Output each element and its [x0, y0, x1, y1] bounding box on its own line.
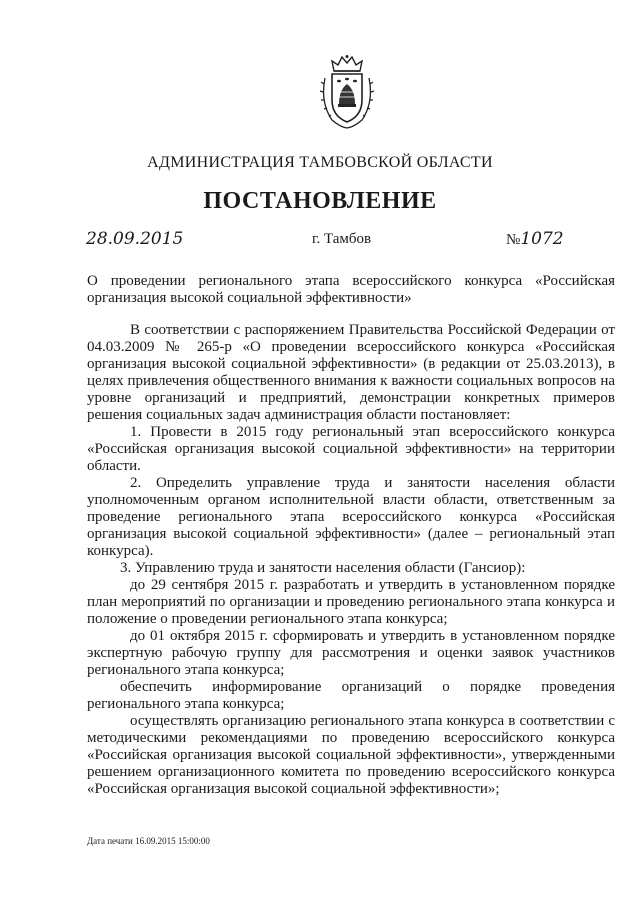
coat-of-arms-icon — [318, 54, 376, 130]
print-date: Дата печати 16.09.2015 15:00:00 — [87, 836, 210, 846]
paragraph-item-2: 2. Определить управление труда и занятости населения области уполномоченным органом исполнительной власти области, ответственным за проведение регионального этапа всероссийского конкурса «Российская организация высокой социальной эффективности» (далее – региональный этап конкурса). — [87, 475, 615, 559]
document-subject: О проведении регионального этапа всероссийского конкурса «Российская организация высокой социальной эффективности» — [87, 273, 615, 306]
paragraph-subitem-2: до 01 октября 2015 г. сформировать и утвердить в установленном порядке экспертную рабочую группу для рассмотрения и оценки заявок участников регионального этапа конкурса; — [87, 628, 615, 678]
document-type: ПОСТАНОВЛЕНИЕ — [203, 188, 437, 214]
organization-name: АДМИНИСТРАЦИЯ ТАМБОВСКОЙ ОБЛАСТИ — [147, 154, 493, 171]
paragraph-subitem-1: до 29 сентября 2015 г. разработать и утвердить в установленном порядке план мероприятий по организации и проведению регионального этапа конкурса и положение о проведении регионального этапа конкурса; — [87, 577, 615, 627]
document-number — [506, 229, 564, 249]
document-city: г. Тамбов — [312, 231, 372, 247]
document-body — [87, 322, 615, 798]
paragraph-preamble: В соответствии с распоряжением Правительства Российской Федерации от 04.03.2009 № 265-р «О проведении всероссийского конкурса «Российская организация высокой социальной эффективности» (в редакции от 25.03.2013), в целях привлечения общественного внимания к важности социальных вопросов на уровне организаций и предприятий, демонстрации конкретных примеров решения социальных задач администрация области постановляет: — [87, 322, 615, 423]
paragraph-subitem-3: обеспечить информирование организаций о порядке проведения регионального этапа конкурса; — [87, 679, 615, 712]
paragraph-item-1: 1. Провести в 2015 году региональный этап всероссийского конкурса «Российская организация высокой социальной эффективности» на территории области. — [87, 424, 615, 474]
number-sign: № — [506, 232, 521, 248]
paragraph-subitem-4: осуществлять организацию регионального этапа конкурса в соответствии с методическими рекомендациями по проведению всероссийского конкурса «Российская организация высокой социальной эффективности», утвержденными решением организационного комитета по проведению всероссийского конкурса «Российская организация высокой социальной эффективности»; — [87, 713, 615, 797]
number-value: 1072 — [520, 229, 564, 249]
document-date: 28.09.2015 — [86, 229, 184, 249]
paragraph-item-3: 3. Управлению труда и занятости населения области (Гансиор): — [120, 560, 526, 576]
